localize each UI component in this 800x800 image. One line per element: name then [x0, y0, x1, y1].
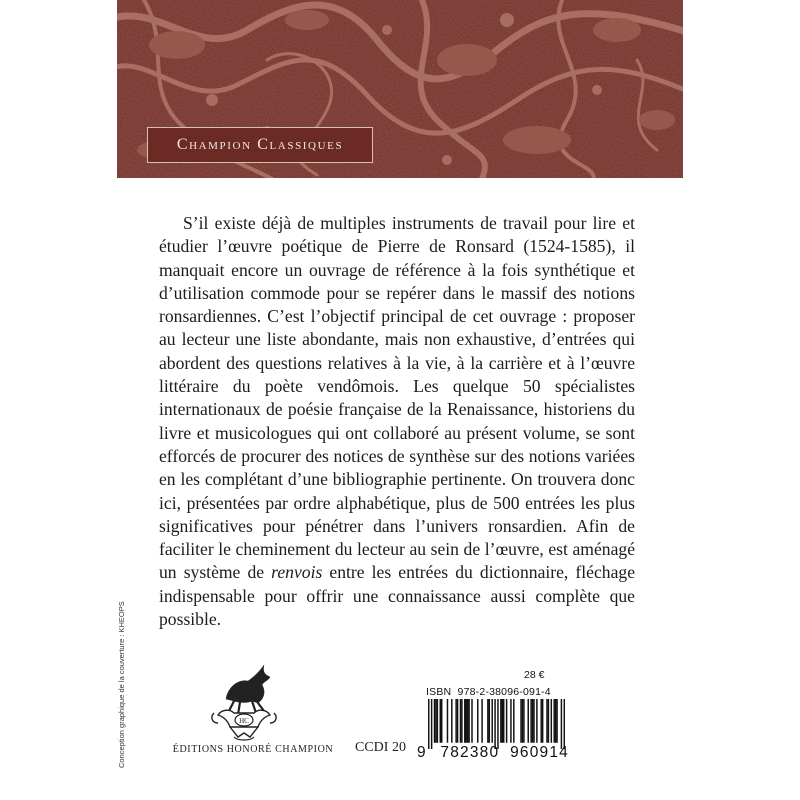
barcode-bar: [523, 699, 524, 743]
barcode-bar: [561, 699, 562, 749]
barcode-bar: [441, 699, 442, 743]
barcode-bar: [522, 699, 523, 743]
barcode-bar: [542, 699, 543, 743]
barcode-bar: [510, 699, 511, 743]
barcode-right-group: 960914: [510, 744, 569, 761]
barcode-bar: [528, 699, 529, 743]
barcode-bar: [431, 699, 432, 749]
barcode-bar: [447, 699, 448, 743]
barcode-bar: [428, 699, 429, 749]
collection-code: CCDI 20: [355, 740, 406, 755]
barcode-bar: [467, 699, 468, 743]
barcode-bar: [461, 699, 462, 743]
barcode-left-group: 782380: [440, 744, 500, 761]
barcode-bar: [530, 699, 531, 743]
barcode-bar: [451, 699, 452, 743]
barcode-bar: [564, 699, 565, 749]
isbn-barcode: [428, 699, 565, 749]
cover-design-credit: Conception graphique de la couverture : KHEOPS: [117, 601, 126, 768]
barcode-bar: [477, 699, 478, 743]
publisher-monogram: HC: [239, 717, 249, 725]
barcode-bar: [465, 699, 466, 743]
isbn: ISBN 978-2-38096-091-4: [426, 686, 551, 698]
barcode-bar: [487, 699, 488, 743]
barcode-bar: [546, 699, 547, 743]
barcode-lead-digit: 9: [417, 744, 426, 761]
barcode-bar: [489, 699, 490, 743]
barcode-bar: [513, 699, 514, 743]
barcode-bar: [540, 699, 541, 743]
barcode-bar: [556, 699, 557, 743]
back-cover: [117, 0, 683, 800]
barcode-bar: [464, 699, 465, 743]
barcode-bar: [455, 699, 456, 743]
barcode-bar: [491, 699, 492, 743]
barcode-bar: [506, 699, 507, 743]
barcode-bar: [435, 699, 436, 743]
series-title-band: [147, 127, 373, 163]
barcode-bar: [434, 699, 435, 743]
barcode-bar: [500, 699, 501, 743]
blurb-emphasis: renvois: [271, 562, 323, 583]
barcode-bar: [502, 699, 503, 743]
barcode-bar: [460, 699, 461, 743]
price: 28 €: [524, 669, 545, 681]
barcode-bar: [494, 699, 495, 749]
barcode-bar: [497, 699, 498, 749]
barcode-bar: [503, 699, 504, 743]
publisher-horse-logo: [204, 657, 284, 747]
barcode-bar: [555, 699, 556, 743]
barcode-bar: [468, 699, 469, 743]
barcode-bar: [520, 699, 521, 743]
blurb-paragraph: S’il existe déjà de multiples instruments de travail pour lire et étudier l’œuvre poétique de Pierre de Ronsard (1524-1585), il manquait encore un ouvrage de référence à la fois synthétique et d’utilisation commode pour se repérer dans le massif des notions ronsardiennes. C’est l’objectif principal de cet ouvrage : proposer au lecteur une liste abondante, mais non exhaustive, d’entrées qui abordent des questions relatives à la vie, à la carrière et à l’œuvre littéraire du poète vendômois. Les quelque 50 spécialistes internationaux de poésie française de la Renaissance, historiens du livre et musicologues qui ont collaboré au présent volume, se sont efforcés de procurer des notices de synthèse sur des notions variées en les complétant d’une bibliographie pertinente. On trouvera donc ici, présentées par ordre alphabétique, plus de 500 entrées les plus significatives pour pénétrer dans l’univers ronsardien. Afin de faciliter le cheminement du lecteur au sein de l’œuvre, est aménagé un système de renvois entre les entrées du dictionnaire, fléchage indispensable pour offrir une connaissance aussi complète que possible.: [159, 213, 635, 630]
barcode-bar: [551, 699, 552, 743]
barcode-bar: [437, 699, 438, 743]
barcode-bar: [457, 699, 458, 743]
barcode-bar: [440, 699, 441, 743]
barcode-bar: [553, 699, 554, 743]
barcode-bar: [481, 699, 482, 743]
barcode-bar: [533, 699, 534, 743]
barcode-digits: [417, 744, 569, 762]
barcode-bar: [548, 699, 549, 743]
barcode-bar: [471, 699, 472, 743]
publisher-name: ÉDITIONS HONORÉ CHAMPION: [172, 744, 334, 755]
barcode-bar: [536, 699, 537, 743]
barcode-bar: [532, 699, 533, 743]
series-title: Champion Classiques: [176, 136, 344, 153]
blurb-text: [159, 212, 635, 631]
